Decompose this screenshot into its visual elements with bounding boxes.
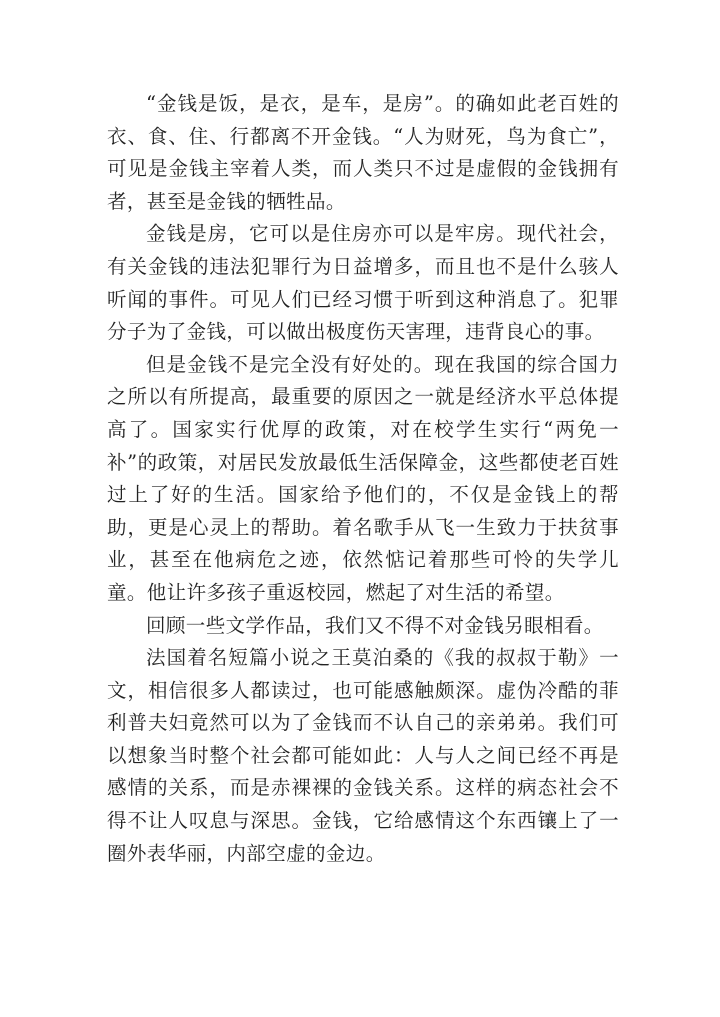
paragraph-1: “金钱是饭，是衣，是车，是房”。的确如此老百姓的衣、食、住、行都离不开金钱。“人为财死，鸟为食亡”，可见是金钱主宰着人类，而人类只不过是虚假的金钱拥有者，甚至是金钱的牺牲品。 (107, 92, 619, 213)
paragraph-5: 法国着名短篇小说之王莫泊桑的《我的叔叔于勒》一文，相信很多人都读过，也可能感触颇深。虚伪冷酷的菲利普夫妇竟然可以为了金钱而不认自己的亲弟弟。我们可以想象当时整个社会都可能如此：人与人之间已经不再是感情的关系，而是赤裸裸的金钱关系。这样的病态社会不得不让人叹息与深思。金钱，它给感情这个东西镶上了一圈外表华丽，内部空虚的金边。 (107, 646, 619, 865)
paragraph-2: 金钱是房，它可以是住房亦可以是牢房。现代社会，有关金钱的违法犯罪行为日益增多，而且也不是什么骇人听闻的事件。可见人们已经习惯于听到这种消息了。犯罪分子为了金钱，可以做出极度伤天害理，违背良心的事。 (107, 222, 619, 344)
paragraph-3: 但是金钱不是完全没有好处的。现在我国的综合国力之所以有所提高，最重要的原因之一就是经济水平总体提高了。国家实行优厚的政策，对在校学生实行“两免一补”的政策，对居民发放最低生活保障金，这些都使老百姓过上了好的生活。国家给予他们的，不仅是金钱上的帮助，更是心灵上的帮助。着名歌手从飞一生致力于扶贫事业，甚至在他病危之迹，依然惦记着那些可怜的失学儿童。他让许多孩子重返校园，燃起了对生活的希望。 (107, 352, 619, 604)
paragraph-4: 回顾一些文学作品，我们又不得不对金钱另眼相看。 (146, 613, 604, 637)
essay-body (107, 88, 619, 870)
